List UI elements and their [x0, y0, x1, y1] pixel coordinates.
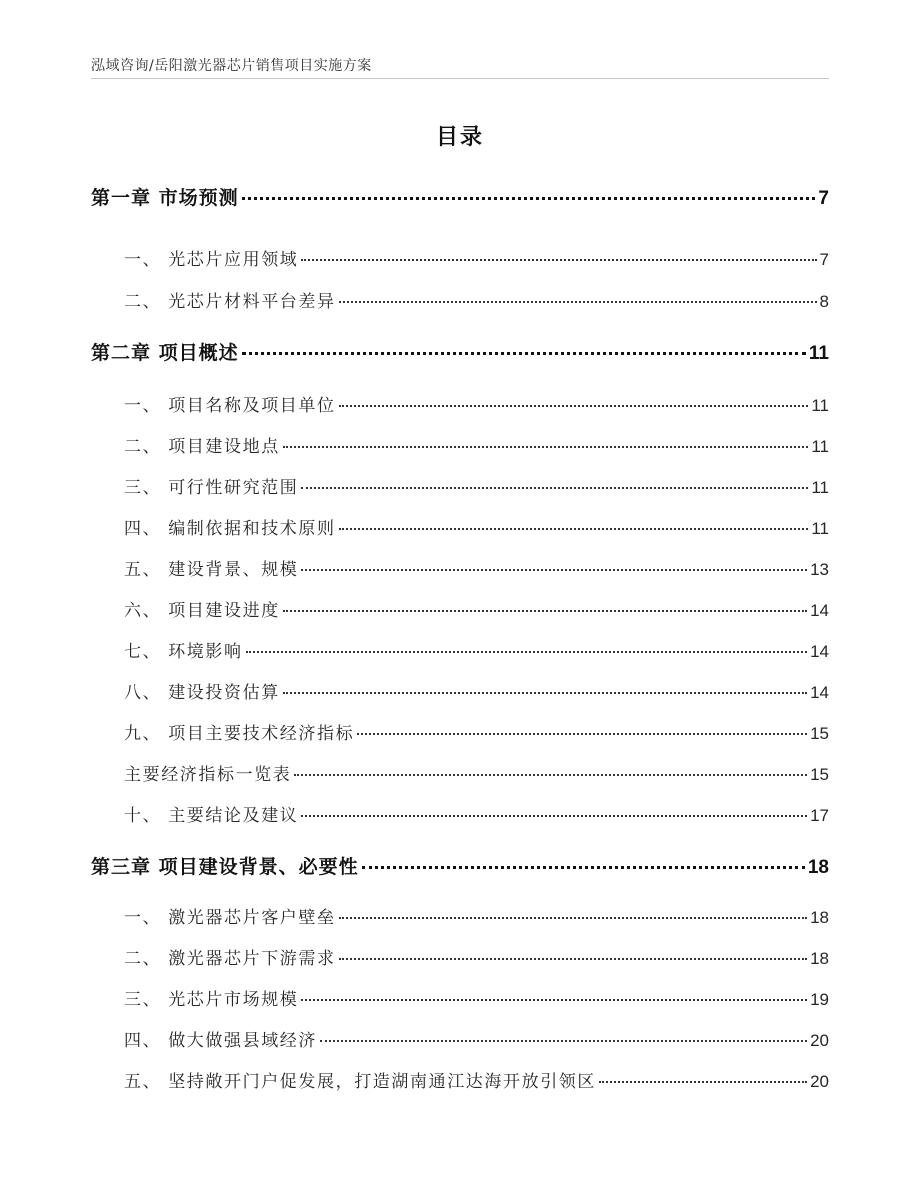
toc-page-number: 15 [810, 765, 829, 784]
toc-section-entry[interactable] [124, 985, 829, 1010]
toc-section-entry[interactable] [124, 555, 829, 580]
toc-section-entry[interactable] [124, 903, 829, 928]
toc-page-number: 18 [810, 908, 829, 927]
toc-entry-title: 一、 光芯片应用领域 [124, 250, 299, 270]
toc-dot-leader [301, 569, 807, 571]
toc-entry-title: 七、 环境影响 [124, 642, 243, 662]
toc-section-entry[interactable] [124, 514, 829, 539]
toc-section-entry[interactable] [124, 760, 829, 785]
toc-page-number: 8 [819, 292, 829, 311]
toc-section-entry[interactable] [124, 719, 829, 744]
toc-section-entry[interactable] [124, 432, 829, 457]
toc-entry-title: 四、 编制依据和技术原则 [124, 519, 336, 539]
toc-page-number: 19 [810, 990, 829, 1009]
toc-section-entry[interactable] [124, 473, 829, 498]
toc-chapter-entry[interactable] [91, 183, 829, 210]
toc-section-entry[interactable] [124, 1067, 829, 1092]
toc-chapter-entry[interactable] [91, 338, 829, 365]
toc-entry-title: 第三章 项目建设背景、必要性 [91, 856, 359, 878]
toc-section-entry[interactable] [124, 678, 829, 703]
toc-entry-title: 第一章 市场预测 [91, 187, 239, 209]
toc-dot-leader [246, 651, 807, 653]
toc-section-entry[interactable] [124, 637, 829, 662]
toc-page-number: 18 [807, 857, 829, 878]
toc-page-number: 15 [810, 724, 829, 743]
toc-entry-title: 五、 坚持敞开门户促发展，打造湖南通江达海开放引领区 [124, 1072, 597, 1092]
toc-section-entry[interactable] [124, 596, 829, 621]
toc-section-entry[interactable] [124, 944, 829, 969]
toc-dot-leader [339, 405, 809, 407]
toc-entry-title: 九、 项目主要技术经济指标 [124, 724, 355, 744]
toc-entry-title: 二、 激光器芯片下游需求 [124, 949, 336, 969]
toc-entry-title: 主要经济指标一览表 [124, 765, 292, 785]
toc-entry-title: 二、 光芯片材料平台差异 [124, 292, 336, 312]
toc-section-entry[interactable] [124, 245, 829, 270]
toc-entry-title: 十、 主要结论及建议 [124, 806, 299, 826]
toc-entry-title: 第二章 项目概述 [91, 342, 239, 364]
toc-page-number: 11 [811, 478, 829, 497]
toc-entry-title: 一、 激光器芯片客户壁垒 [124, 908, 336, 928]
toc-section-entry[interactable] [124, 1026, 829, 1051]
toc-dot-leader [242, 197, 816, 200]
toc-entry-title: 八、 建设投资估算 [124, 683, 280, 703]
toc-title: 目录 [435, 125, 484, 150]
toc-dot-leader [357, 733, 807, 735]
toc-page-number: 11 [811, 519, 829, 538]
toc-page-number: 18 [810, 949, 829, 968]
toc-entry-title: 一、 项目名称及项目单位 [124, 396, 336, 416]
toc-entry-title: 四、 做大做强县域经济 [124, 1031, 318, 1051]
page-header: 泓域咨询/岳阳激光器芯片销售项目实施方案 [91, 58, 372, 74]
toc-chapter-entry[interactable] [91, 852, 829, 879]
toc-page-number: 11 [811, 437, 829, 456]
toc-section-entry[interactable] [124, 391, 829, 416]
toc-page-number: 11 [808, 343, 829, 364]
toc-dot-leader [339, 917, 807, 919]
toc-dot-leader [283, 692, 807, 694]
toc-section-entry[interactable] [124, 287, 829, 312]
toc-page-number: 14 [810, 642, 829, 661]
toc-page-number: 11 [811, 396, 829, 415]
toc-page-number: 13 [810, 560, 829, 579]
toc-dot-leader [242, 352, 806, 355]
toc-dot-leader [283, 610, 807, 612]
toc-dot-leader [339, 301, 817, 303]
toc-page-number: 7 [818, 188, 829, 209]
toc-entry-title: 五、 建设背景、规模 [124, 560, 299, 580]
toc-dot-leader [283, 446, 809, 448]
toc-entry-title: 二、 项目建设地点 [124, 437, 280, 457]
toc-page-number: 14 [810, 683, 829, 702]
toc-dot-leader [362, 866, 805, 869]
toc-entry-title: 六、 项目建设进度 [124, 601, 280, 621]
toc-dot-leader [294, 774, 807, 776]
toc-page-number: 14 [810, 601, 829, 620]
toc-dot-leader [339, 528, 809, 530]
toc-dot-leader [599, 1081, 807, 1083]
toc-dot-leader [301, 259, 816, 261]
toc-dot-leader [339, 958, 807, 960]
toc-entry-title: 三、 光芯片市场规模 [124, 990, 299, 1010]
toc-dot-leader [301, 815, 807, 817]
toc-page-number: 17 [810, 806, 829, 825]
toc-page-number: 20 [810, 1072, 829, 1091]
toc-section-entry[interactable] [124, 801, 829, 826]
toc-page-number: 20 [810, 1031, 829, 1050]
toc-dot-leader [301, 999, 807, 1001]
toc-dot-leader [320, 1040, 807, 1042]
toc-entry-title: 三、 可行性研究范围 [124, 478, 299, 498]
toc-dot-leader [301, 487, 808, 489]
toc-page-number: 7 [819, 250, 829, 269]
